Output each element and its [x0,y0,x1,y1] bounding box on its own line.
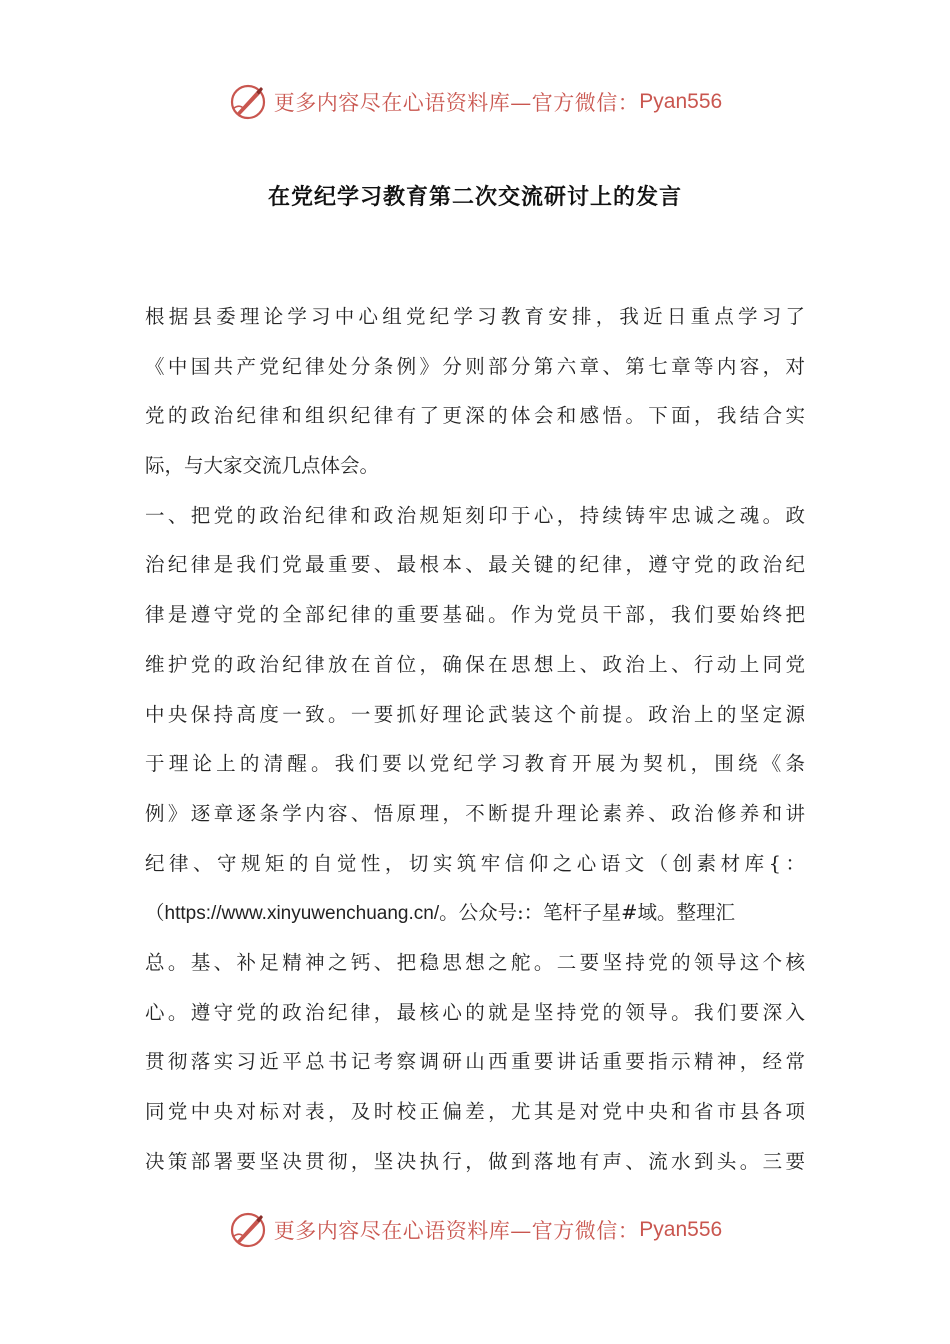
text-line: 一、把党的政治纪律和政治规矩刻印于心，持续铸牢忠诚之魂。政 [145,503,805,527]
url-suffix: 。公众号:：笔杆子星#域。整理汇 [439,901,736,925]
text-line: 维护党的政治纪律放在首位，确保在思想上、政治上、行动上同党 [145,652,805,676]
text-line: 决策部署要坚决贯彻，坚决执行，做到落地有声、流水到头。三要 [145,1149,805,1173]
text-line: 同党中央对标对表，及时校正偏差，尤其是对党中央和省市县各项 [145,1100,805,1123]
text-line: 例》逐章逐条学内容、悟原理，不断提升理论素养、政治修养和讲 [145,801,805,825]
text-line: 治纪律是我们党最重要、最根本、最关键的纪律，遵守党的政治纪 [145,553,805,577]
text-line: 总。基、补足精神之钙、把稳思想之舵。二要坚持党的领导这个核 [145,950,805,974]
source-url: https://www.xinyuwenchuang.cn/ [164,903,440,925]
text-line: 际，与大家交流几点体会。 [145,454,380,478]
text-line: 于理论上的清醒。我们要以党纪学习教育开展为契机，围绕《条 [145,752,805,776]
wechat-id: Pyan556 [639,1218,723,1241]
text-line: 党的政治纪律和组织纪律有了更深的体会和感悟。下面，我结合实 [145,404,805,428]
page-title: 在党纪学习教育第二次交流研讨上的发言 [267,185,682,210]
pen-logo-icon [228,1210,268,1250]
text-line: 根据县委理论学习中心组党纪学习教育安排，我近日重点学习了 [145,305,805,328]
pen-logo-icon [228,82,268,122]
text-line: 贯彻落实习近平总书记考察调研山西重要讲话重要指示精神，经常 [145,1050,805,1074]
wechat-id: Pyan556 [639,90,723,113]
banner-text: 更多内容尽在心语资料库—官方微信： [273,91,640,115]
url-line [145,888,805,938]
banner-text: 更多内容尽在心语资料库—官方微信： [273,1219,640,1243]
text-line: 律是遵守党的全部纪律的重要基础。作为党员干部，我们要始终把 [145,603,805,627]
url-prefix: （ [145,901,165,925]
footer-banner [0,1206,950,1254]
text-line: 心。遵守党的政治纪律，最核心的就是坚持党的领导。我们要深入 [145,1000,805,1024]
header-banner [0,78,950,126]
text-line: 《中国共产党纪律处分条例》分则部分第六章、第七章等内容，对 [145,354,805,378]
text-line: 中央保持高度一致。一要抓好理论武装这个前提。政治上的坚定源 [145,702,805,726]
text-line: 纪律、守规矩的自觉性，切实筑牢信仰之心语文（创素材库{： [145,851,805,875]
document-body [145,292,805,1186]
